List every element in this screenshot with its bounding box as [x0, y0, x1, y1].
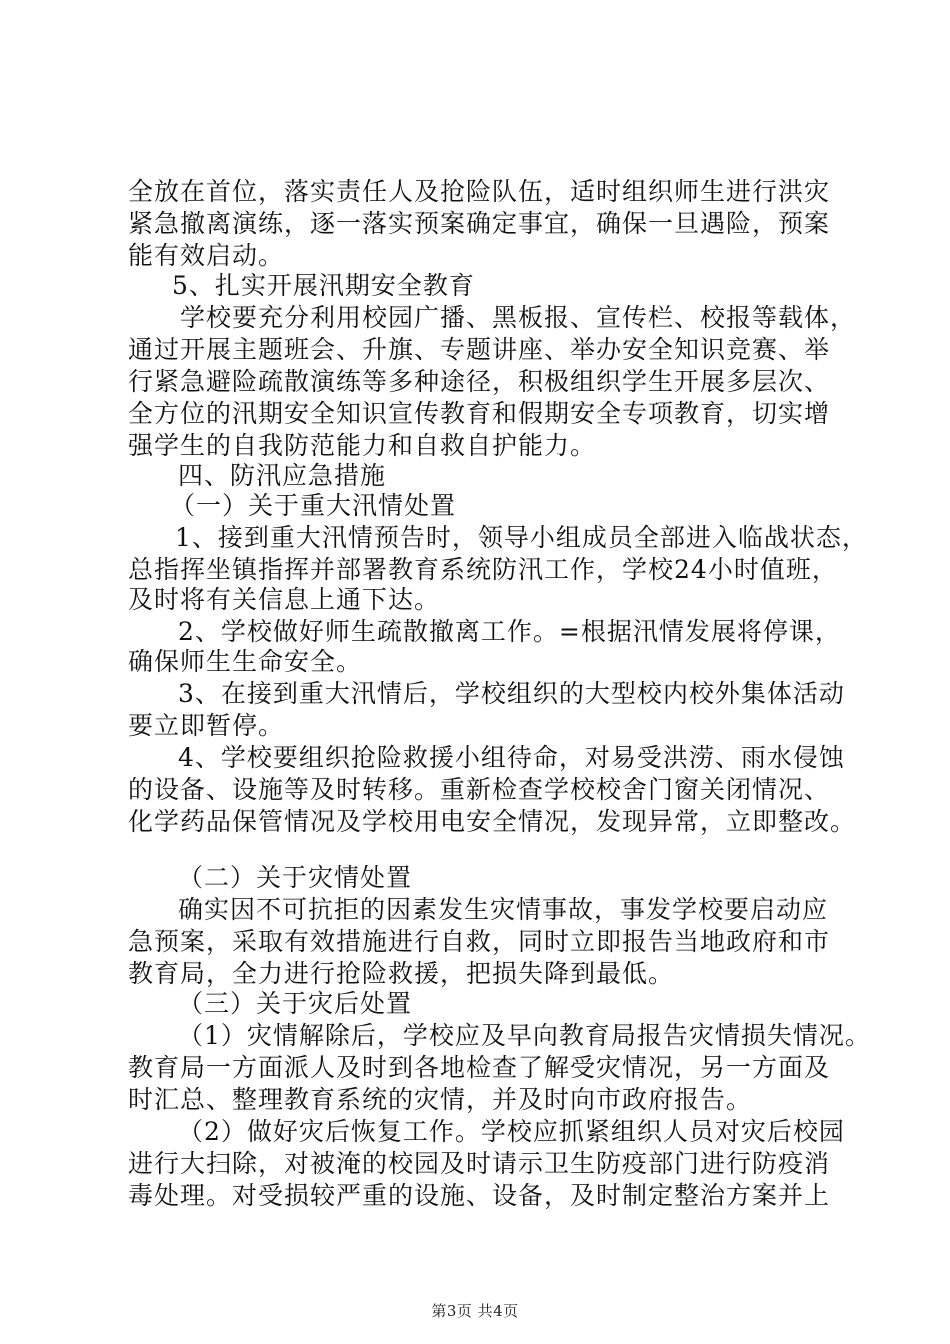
page-number-footer: 第3页 共4页	[431, 1302, 519, 1320]
text-line: 及时将有关信息上通下达。	[128, 585, 441, 614]
text-line: 总指挥坐镇指挥并部署教育系统防汛工作，学校24小时值班，	[128, 555, 838, 584]
text-line: 确保师生生命安全。	[128, 647, 363, 676]
text-line: 3、在接到重大汛情后，学校组织的大型校内校外集体活动	[178, 679, 845, 708]
text-line: 行紧急避险疏散演练等多种途径，积极组织学生开展多层次、	[128, 367, 831, 396]
text-line: （1）灾情解除后，学校应及早向教育局报告灾情损失情况。	[178, 1021, 871, 1050]
subsection-heading: （二）关于灾情处置	[178, 863, 413, 892]
subsection-heading: （三）关于灾后处置	[178, 989, 413, 1018]
text-line: 强学生的自我防范能力和自救自护能力。	[128, 431, 597, 460]
text-line: 确实因不可抗拒的因素发生灾情事故，事发学校要启动应	[178, 895, 829, 924]
text-line: 能有效启动。	[128, 241, 285, 270]
text-line: 全方位的汛期安全知识宣传教育和假期安全专项教育，切实增	[128, 399, 831, 428]
text-line: 时汇总、整理教育系统的灾情，并及时向市政府报告。	[128, 1085, 753, 1114]
text-line: 的设备、设施等及时转移。重新检查学校校舍门窗关闭情况、	[128, 775, 831, 804]
section-heading: 5、扎实开展汛期安全教育	[172, 271, 475, 300]
text-line: 通过开展主题班会、升旗、专题讲座、举办安全知识竞赛、举	[128, 335, 831, 364]
text-line: 2、学校做好师生疏散撤离工作。=根据汛情发展将停课，	[178, 617, 841, 646]
text-line: 急预案，采取有效措施进行自救，同时立即报告当地政府和市	[128, 927, 831, 956]
text-line: 4、学校要组织抢险救援小组待命，对易受洪涝、雨水侵蚀	[178, 743, 845, 772]
text-line: 要立即暂停。	[128, 711, 285, 740]
text-line: 进行大扫除，对被淹的校园及时请示卫生防疫部门进行防疫消	[128, 1149, 831, 1178]
text-line: 紧急撤离演练，逐一落实预案确定事宜，确保一旦遇险，预案	[128, 209, 831, 238]
text-line: 1、接到重大汛情预告时，领导小组成员全部进入临战状态，	[175, 523, 868, 552]
text-line: 学校要充分利用校园广播、黑板报、宣传栏、校报等载体，	[180, 303, 857, 332]
text-line: 化学药品保管情况及学校用电安全情况，发现异常，立即整改。	[128, 807, 857, 836]
text-line: （2）做好灾后恢复工作。学校应抓紧组织人员对灾后校园	[178, 1117, 845, 1146]
text-line: 教育局，全力进行抢险救援，把损失降到最低。	[128, 959, 675, 988]
text-line: 全放在首位，落实责任人及抢险队伍，适时组织师生进行洪灾	[128, 177, 831, 206]
text-line: 教育局一方面派人及时到各地检查了解受灾情况，另一方面及	[128, 1053, 831, 1082]
subsection-heading: （一）关于重大汛情处置	[170, 491, 457, 520]
section-heading: 四、防汛应急措施	[178, 461, 387, 490]
text-line: 毒处理。对受损较严重的设施、设备，及时制定整治方案并上	[128, 1181, 831, 1210]
